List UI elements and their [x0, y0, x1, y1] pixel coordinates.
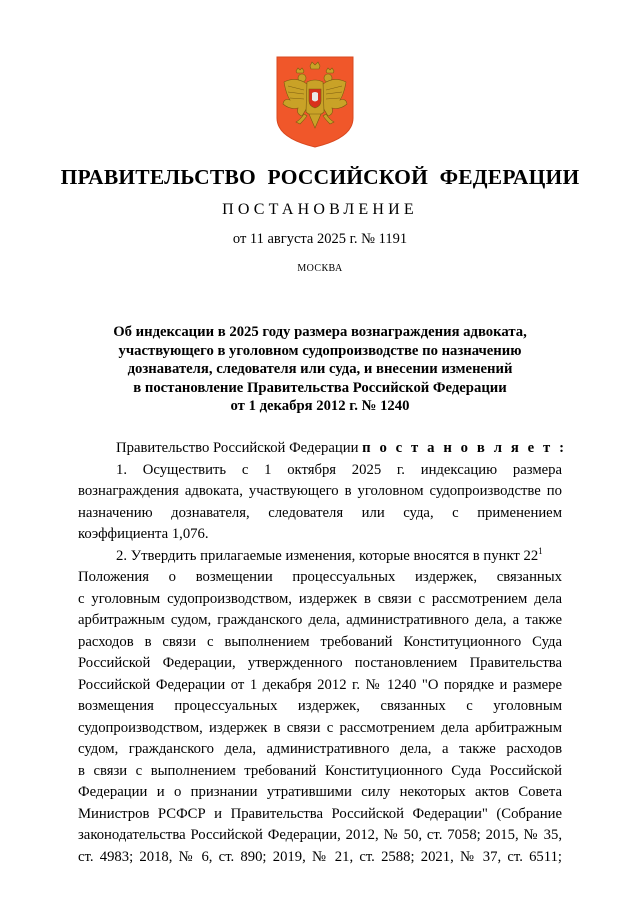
city-name: МОСКВА [297, 263, 343, 274]
decree-title-line: участвующего в уголовном судопроизводстве по назначению [118, 342, 522, 359]
decree-title-line: в постановление Правительства Российской Федерации [133, 379, 507, 396]
preamble-subject: Правительство Российской Федерации [116, 440, 359, 456]
item1-line: назначению дознавателя, следователя или суда, с применением [78, 504, 562, 521]
item1-line: коэффициента 1,076. [78, 526, 209, 542]
government-title: ПРАВИТЕЛЬСТВО РОССИЙСКОЙ ФЕДЕРАЦИИ [60, 165, 580, 189]
item2-line: с уголовным судопроизводством, издержек в связи с рассмотрением дела [78, 590, 562, 607]
item2-line: в связи с выполнением требований Конституционного Суда Российской [78, 762, 562, 779]
preamble-verb: п о с т а н о в л я е т : [362, 440, 567, 456]
item2-line: Российской Федерации, утвержденного постановлением Правительства [78, 655, 562, 671]
item2-line: расходов в связи с выполнением требований Конституционного Суда [78, 633, 562, 650]
item1-line: 1. Осуществить с 1 октября 2025 г. индексацию размера [116, 461, 562, 478]
item2-line: судопроизводством, издержек в связи с рассмотрением дела арбитражным [78, 719, 562, 736]
item2-first-line [78, 545, 562, 568]
document-type: ПОСТАНОВЛЕНИЕ [222, 201, 418, 218]
item2-line: возмещения процессуальных издержек, связанных с уголовным [78, 698, 562, 714]
decree-title-line: от 1 декабря 2012 г. № 1240 [230, 398, 410, 415]
item2-first-line-text: 2. Утвердить прилагаемые изменения, которые вносятся в пункт 22 [116, 547, 539, 564]
item2-superscript: 1 [538, 545, 543, 556]
item2-line: Федерации и о признании утратившими силу некоторых актов Совета [78, 784, 562, 800]
decree-date-number: от 11 августа 2025 г. № 1191 [232, 231, 408, 247]
decree-title-line: Об индексации в 2025 году размера вознаграждения адвоката, [113, 324, 527, 340]
item2-line: арбитражным судом, гражданского дела, административного дела, а также [78, 612, 562, 628]
item2-line: Российской Федерации от 1 декабря 2012 г. № 1240 "О порядке и размере [78, 676, 562, 693]
decree-title [80, 323, 560, 416]
item1-line: вознаграждения адвоката, участвующего в уголовном судопроизводстве по [78, 483, 562, 499]
preamble [78, 440, 567, 460]
item2-line: Министров РСФСР и Правительства Российской Федерации" (Собрание [78, 805, 562, 822]
decree-title-line: дознавателя, следователя или суда, и внесении изменений [127, 361, 513, 378]
item2-line: судом, гражданского дела, административного дела, а также расходов [78, 741, 562, 757]
item2-line: Положения о возмещении процессуальных издержек, связанных [78, 569, 562, 585]
item2-line: ст. 4983; 2018, № 6, ст. 890; 2019, № 21, ст. 2588; 2021, № 37, ст. 6511; [78, 848, 562, 865]
item2-line: законодательства Российской Федерации, 2012, № 50, ст. 7058; 2015, № 35, [78, 827, 562, 843]
coat-of-arms-emblem [276, 56, 354, 148]
